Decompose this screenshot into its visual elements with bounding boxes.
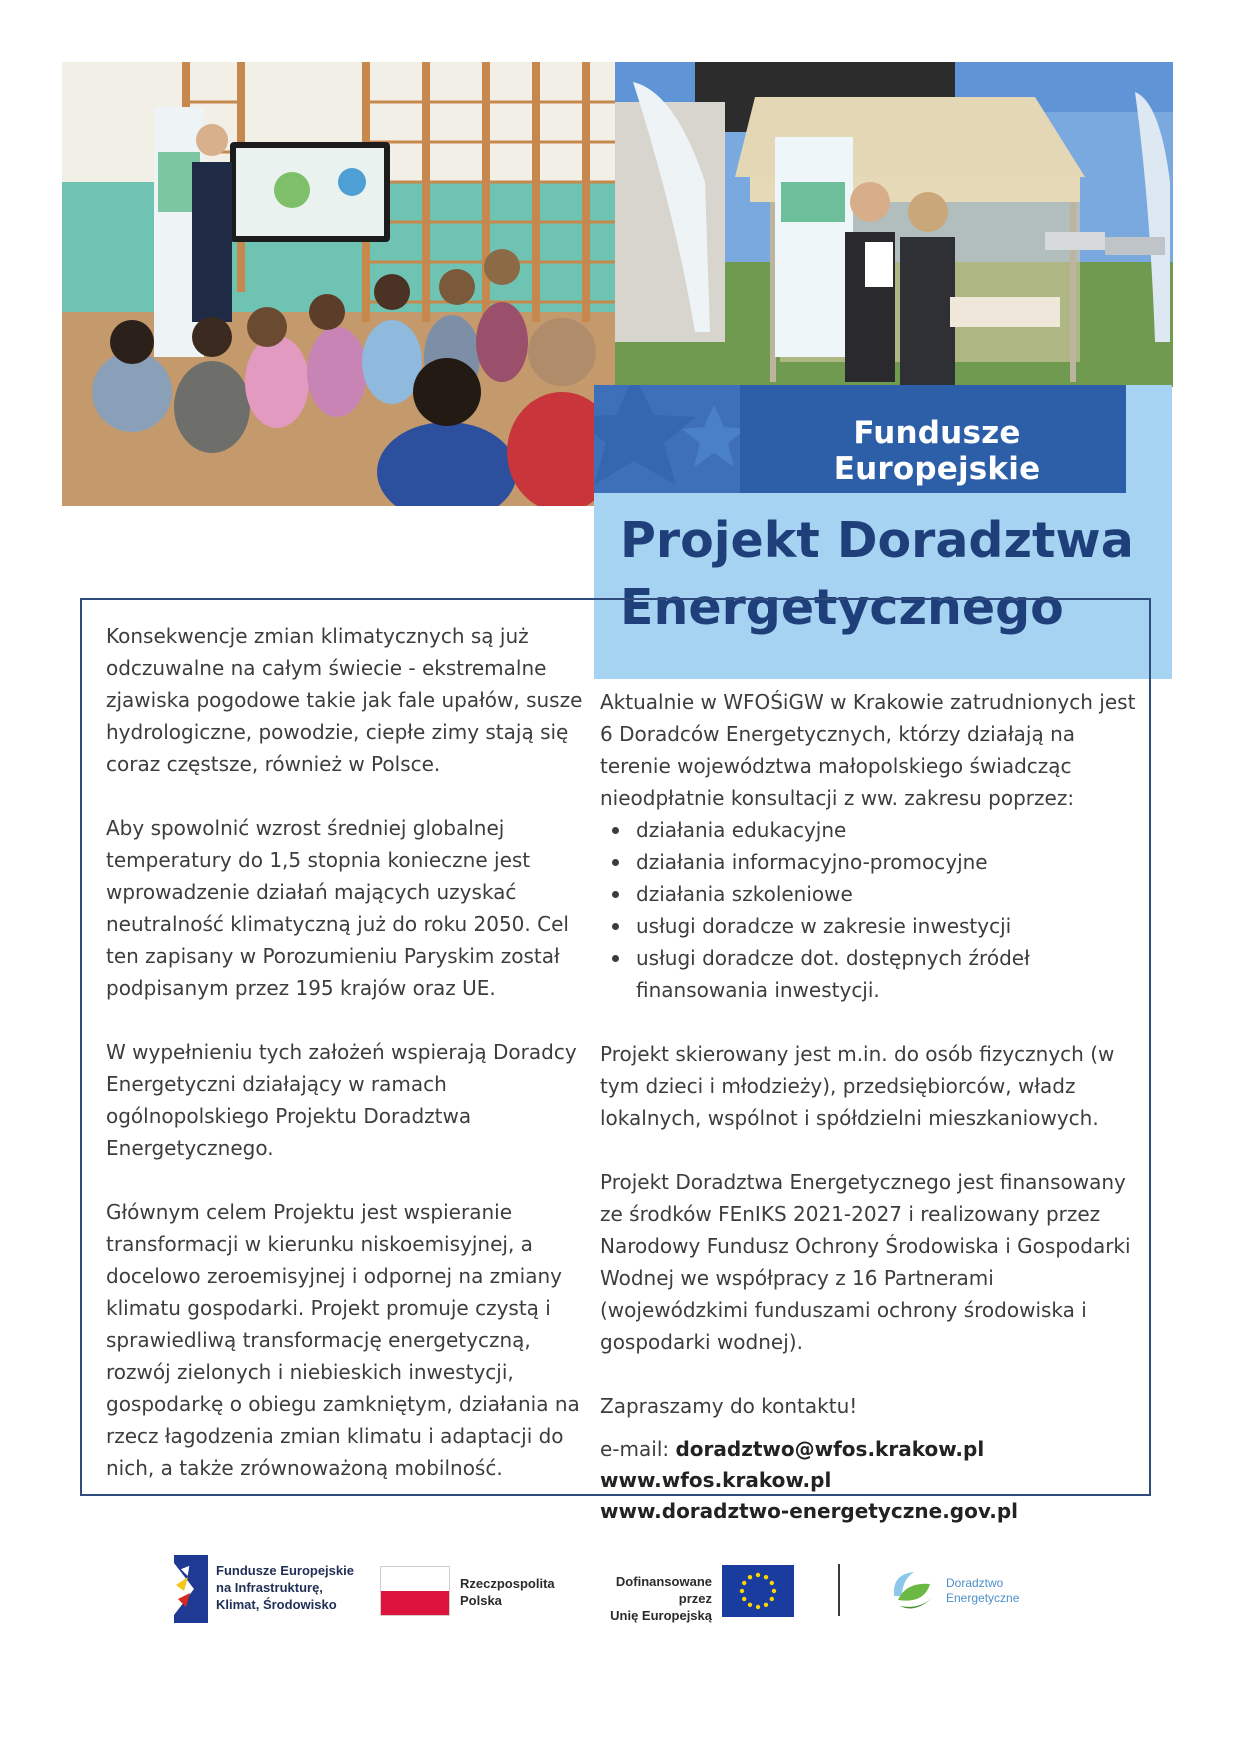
photo-classroom-presentation (62, 62, 615, 506)
eu-logo-text: Dofinansowane przez Unię Europejską (610, 1574, 712, 1623)
list-item: działania edukacyjne (636, 814, 1140, 846)
list-item: usługi doradcze dot. dostępnych źródeł finansowania inwestycji. (636, 942, 1140, 1006)
email-label: e-mail: (600, 1437, 676, 1461)
paragraph-project-goal: Głównym celem Projektu jest wspieranie transformacji w kierunku niskoemisyjnej, a docelowo zeroemisyjnej i odpornej na zmiany klimatu gospodarki. Projekt promuje czystą i sprawiedliwą transformację energetyczną, rozwój zielonych i niebieskich inwestycji, gospodarkę o obiegu zamkniętym, działania na rzecz łagodzenia zmian klimatu i adaptacji do nich, a także zrównoważoną mobilność. (106, 1200, 580, 1480)
photo-outdoor-tent-event (615, 62, 1173, 387)
fe-logo-text: Fundusze Europejskie na Infrastrukturę, Klimat, Środowisko (216, 1563, 354, 1612)
eu-flag-icon (722, 1565, 794, 1617)
email-link[interactable]: doradztwo@wfos.krakow.pl (675, 1437, 985, 1461)
left-column (106, 620, 596, 1484)
polish-flag-icon (380, 1566, 450, 1616)
doradztwo-logo-text: Doradztwo Energetyczne (946, 1576, 1020, 1605)
doradztwo-leaf-icon (888, 1566, 940, 1616)
rp-logo-text: Rzeczpospolita Polska (460, 1576, 555, 1608)
list-item: działania informacyjno-promocyjne (636, 846, 1140, 878)
fundusze-europejskie-band (594, 385, 1172, 493)
fundusze-europejskie-label: Fundusze Europejskie (833, 415, 1041, 487)
paragraph-audience: Projekt skierowany jest m.in. do osób fizycznych (w tym dzieci i młodzieży), przedsiębiorców, władz lokalnych, wspólnot i spółdzielni mieszkaniowych. (600, 1042, 1115, 1130)
logo-doradztwo-energetyczne (888, 1566, 1038, 1616)
logo-fundusze-europejskie (174, 1555, 364, 1623)
paragraph-intro: Aktualnie w WFOŚiGW w Krakowie zatrudnionych jest 6 Doradców Energetycznych, którzy działają na terenie województwa małopolskiego świadcząc nieodpłatnie konsultacji z ww. zakresu poprzez: (600, 690, 1136, 810)
paragraph-energy-advisors: W wypełnieniu tych założeń wspierają Doradcy Energetyczni działający w ramach ogólnopolskiego Projektu Doradztwa Energetycznego. (106, 1040, 577, 1160)
logo-divider (838, 1564, 840, 1616)
logo-unia-europejska (582, 1565, 794, 1623)
contact-block (600, 1434, 1140, 1527)
right-column (600, 686, 1140, 1527)
logo-rzeczpospolita-polska (380, 1566, 560, 1616)
paragraph-funding: Projekt Doradztwa Energetycznego jest finansowany ze środków FEnIKS 2021-2027 i realizowany przez Narodowy Fundusz Ochrony Środowiska i Gospodarki Wodnej we współpracy z 16 Partnerami (wojewódzkimi funduszami ochrony środowiska i gospodarki wodnej). (600, 1170, 1131, 1354)
paragraph-global-temperature: Aby spowolnić wzrost średniej globalnej temperatury do 1,5 stopnia konieczne jest wprowadzenie działań mających uzyskać neutralność klimatyczną już do roku 2050. Cel ten zapisany w Porozumieniu Paryskim został podpisanym przez 195 krajów oraz UE. (106, 816, 569, 1000)
website-link-wfos[interactable]: www.wfos.krakow.pl (600, 1468, 832, 1492)
page-title: Projekt Doradztwa Energetycznego (620, 512, 1134, 636)
list-item: działania szkoleniowe (636, 878, 1140, 910)
paragraph-invite: Zapraszamy do kontaktu! (600, 1394, 858, 1418)
services-list (600, 814, 1140, 1006)
website-link-doradztwo[interactable]: www.doradztwo-energetyczne.gov.pl (600, 1499, 1019, 1523)
paragraph-climate-consequences: Konsekwencje zmian klimatycznych są już odczuwalne na całym świecie - ekstremalne zjawiska pogodowe takie jak fale upałów, susze hydrologiczne, powodzie, ciepłe zimy stają się coraz częstsze, również w Polsce. (106, 624, 583, 776)
list-item: usługi doradcze w zakresie inwestycji (636, 910, 1140, 942)
eu-stars-graphic (594, 385, 740, 493)
fe-logo-icon (174, 1555, 208, 1623)
